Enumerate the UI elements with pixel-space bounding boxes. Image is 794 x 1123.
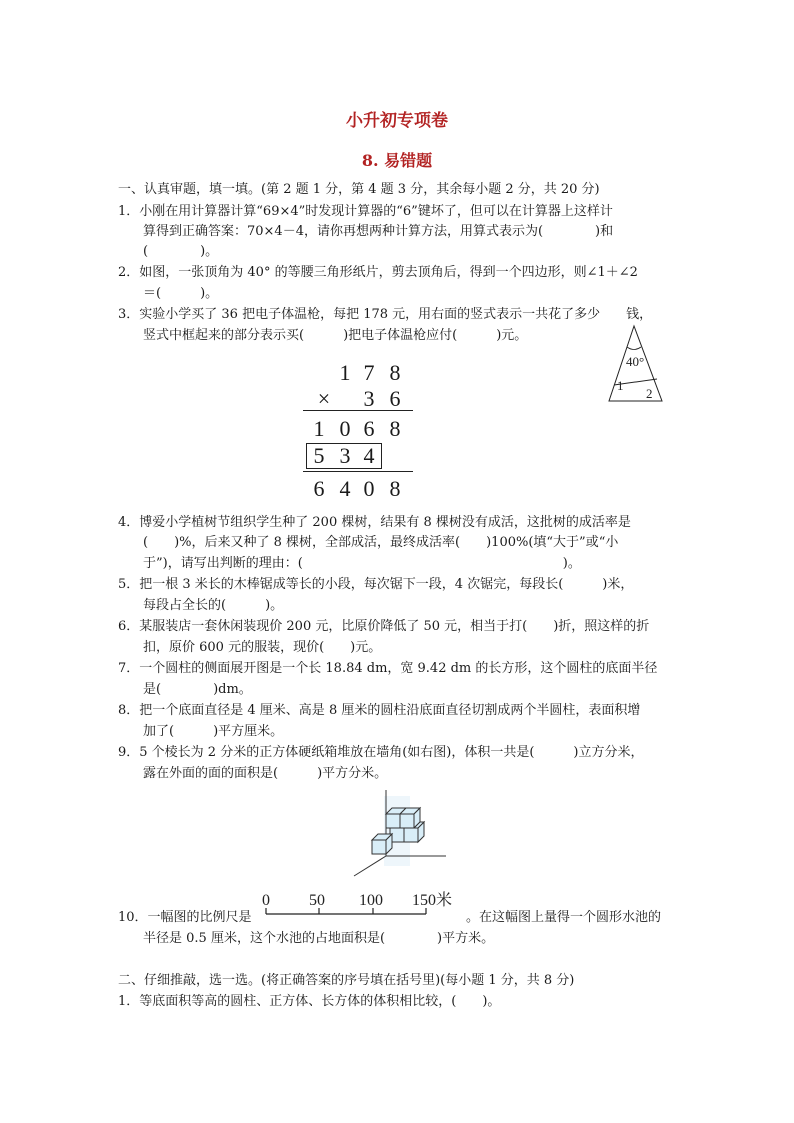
q5-line2: 每段占全长的( )。 [143,598,284,613]
mul-digit: 3 [339,443,351,468]
q6-line2: 扣，原价 600 元的服装，现价( )元。 [143,640,382,655]
mul-digit: 6 [363,416,375,441]
q9-line2: 露在外面的面的面积是( )平方分米。 [143,766,388,781]
scale-tick-150: 150米 [412,892,453,909]
q9-line1: 9．5 个棱长为 2 分米的正方体硬纸箱堆放在墙角(如右图)，体积一共是( )立方分米， [118,745,644,760]
q4-line1: 4．博爱小学植树节组织学生种了 200 棵树，结果有 8 棵树没有成活，这批树的成活率是 [118,515,631,530]
mul-rule [303,410,413,411]
scale-tick-50: 50 [309,892,325,909]
q3-line1: 3．实验小学买了 36 把电子体温枪，每把 178 元，用右面的竖式表示一共花了多少 钱， [118,307,653,322]
mul-digit: 0 [363,476,375,501]
q4-line3: 于”)，请写出判断的理由：( )。 [143,556,581,571]
q4-line2: ( )%，后来又种了 8 棵树，全部成活，最终成活率( )100%(填“大于”或“小 [143,535,619,550]
mul-sign: × [317,386,331,411]
q2-line1: 2．如图，一张顶角为 40° 的等腰三角形纸片，剪去顶角后，得到一个四边形，则∠1＋∠2 [118,265,638,280]
mul-digit: 6 [389,386,401,411]
q5-line1: 5．把一根 3 米长的木棒锯成等长的小段，每次锯下一段，4 次锯完，每段长( )米， [118,577,634,592]
section2-q1: 1．等底面积等高的圆柱、正方体、长方体的体积相比较，( )。 [118,994,501,1009]
mul-digit: 1 [313,416,325,441]
q8-line2: 加了( )平方厘米。 [143,724,284,739]
q10-line1-start: 10．一幅图的比例尺是 [118,910,252,925]
mul-digit: 8 [389,360,401,385]
q7-line1: 7．一个圆柱的侧面展开图是一个长 18.84 dm，宽 9.42 dm 的长方形，这个圆柱的底面半径 [118,661,658,676]
q2-line2: ＝( )。 [143,286,219,301]
mul-digit: 7 [363,360,375,385]
q10-line2: 半径是 0.5 厘米，这个水池的占地面积是( )平方米。 [143,931,495,946]
mul-digit: 4 [339,476,351,501]
scale-bar [258,890,468,922]
q1-line1: 1．小刚在用计算器计算“69×4”时发现计算器的“6”键坏了，但可以在计算器上这样计 [118,204,613,219]
mul-digit: 6 [313,476,325,501]
triangle-angle-1-label: 1 [617,378,624,393]
q10-line1-end: 。在这幅图上量得一个圆形水池的 [466,910,662,925]
mul-digit: 0 [339,416,351,441]
mul-digit: 8 [389,416,401,441]
mul-digit: 3 [363,386,375,411]
q6-line1: 6．某服装店一套休闲装现价 200 元，比原价降低了 50 元，相当于打( )折，照这样的折 [118,619,650,634]
mul-digit: 1 [339,360,351,385]
scale-tick-100: 100 [359,892,383,909]
triangle-figure [604,324,668,404]
mul-digit: 4 [363,443,375,468]
page-subtitle: 8. 易错题 [361,151,433,170]
cubes-figure [350,788,450,878]
q1-line2: 算得到正确答案：70×4－4，请你再想两种计算方法，用算式表示为( )和 [143,224,614,239]
triangle-angle-label: 40° [626,354,645,369]
scale-tick-0: 0 [262,892,270,909]
mul-digit: 5 [313,443,325,468]
q1-line3: ( )。 [143,244,219,259]
q7-line2: 是( )dm。 [143,682,252,697]
mul-rule [303,471,413,472]
section1-heading: 一、认真审题，填一填。(第 2 题 1 分，第 4 题 3 分，其余每小题 2 分，共 20 分) [118,182,600,197]
triangle-angle-2-label: 2 [646,386,653,401]
q3-line2: 竖式中框起来的部分表示买( )把电子体温枪应付( )元。 [143,328,528,343]
mul-digit: 8 [389,476,401,501]
q8-line1: 8．把一个底面直径是 4 厘米、高是 8 厘米的圆柱沿底面直径切割成两个半圆柱，表面积增 [118,703,641,718]
section2-heading: 二、仔细推敲，选一选。(将正确答案的序号填在括号里)(每小题 1 分，共 8 分) [118,973,575,988]
page-title: 小升初专项卷 [346,111,448,131]
